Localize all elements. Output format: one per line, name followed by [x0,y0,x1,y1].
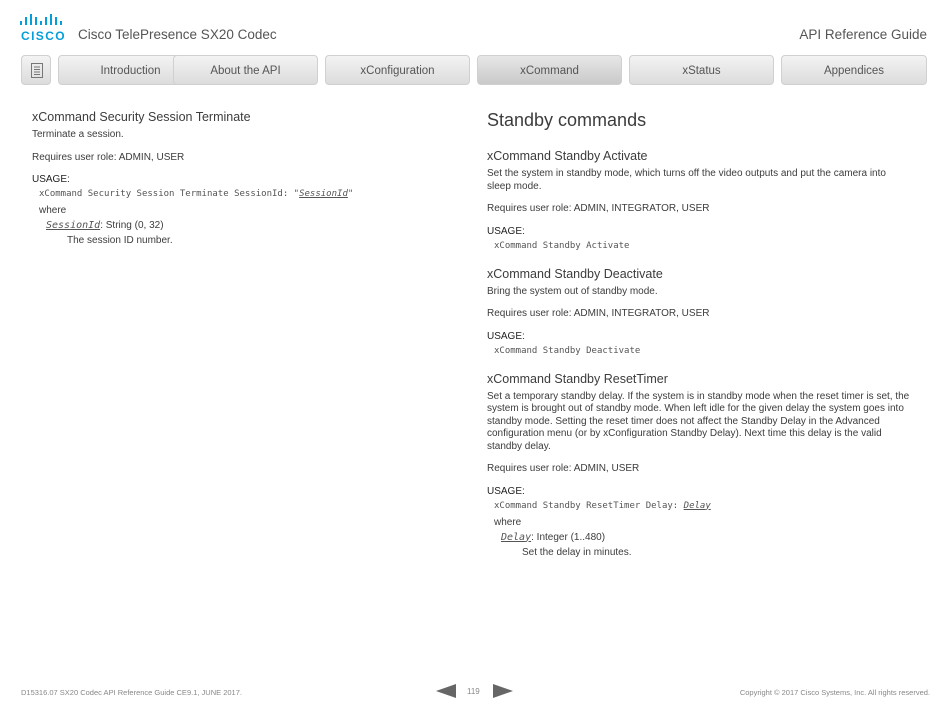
user-role: Requires user role: ADMIN, INTEGRATOR, USER [487,308,710,319]
param-name: SessionId [46,220,101,231]
tab-appendices[interactable]: Appendices [781,55,927,85]
cisco-bars-icon [20,14,66,28]
where-label: where [494,516,522,528]
code-text: xCommand Security Session Terminate SessionId: " [39,189,300,199]
usage-code: xCommand Standby Deactivate [494,345,641,356]
right-column [487,110,912,574]
pager [436,684,516,698]
command-title: xCommand Security Session Terminate [32,110,251,124]
command-title: xCommand Standby Deactivate [487,266,663,281]
menu-button[interactable] [21,55,51,85]
code-text: xCommand Standby ResetTimer Delay: [494,500,684,511]
tab-xcommand[interactable]: xCommand [477,55,622,85]
cisco-wordmark: CISCO [21,29,67,43]
product-title: Cisco TelePresence SX20 Codec [78,27,277,42]
command-title: xCommand Standby ResetTimer [487,371,668,386]
usage-label: USAGE: [32,174,70,185]
standby-resettimer-section [487,372,912,558]
param-definition [501,532,912,543]
user-role: Requires user role: ADMIN, INTEGRATOR, USER [487,203,710,214]
tab-xstatus[interactable]: xStatus [629,55,774,85]
usage-code [494,501,912,511]
param-type: : Integer (1..480) [531,531,606,543]
command-description: Set the system in standby mode, which turns off the video outputs and put the camera into sleep mode. [487,168,886,192]
command-description: Set a temporary standby delay. If the system is in standby mode when the reset timer is set, the system is brought out of standby mode. When left idle for the given delay the system goes into standby mode. Setting the reset timer does not affect the Standby Delay in the Advanced configuration menu (or by xConfiguration Standby Delay). Next time this delay is the valid standby delay. [487,390,910,452]
page-number: 119 [467,687,480,696]
usage-label: USAGE: [487,225,525,237]
guide-title: API Reference Guide [799,27,927,42]
prev-page-icon[interactable] [436,684,456,698]
usage-code [39,189,452,199]
section-heading: Standby commands [487,110,647,130]
document-menu-icon [31,63,43,78]
code-param: Delay [683,500,711,511]
param-name: Delay [501,531,532,543]
command-title: xCommand Standby Activate [487,149,648,163]
param-description: Set the delay in minutes. [522,546,632,558]
tab-about-the-api[interactable]: About the API [173,55,318,85]
command-description: Terminate a session. [32,129,124,140]
footer-copyright: Copyright © 2017 Cisco Systems, Inc. All rights reserved. [739,688,930,697]
usage-label: USAGE: [487,330,525,342]
footer-doc-info: D15316.07 SX20 Codec API Reference Guide CE9.1, JUNE 2017. [21,688,242,697]
user-role: Requires user role: ADMIN, USER [32,151,185,163]
left-column [32,110,452,250]
tab-introduction[interactable]: Introduction [58,55,203,85]
code-text-end: " [347,189,354,199]
usage-label: USAGE: [487,485,525,497]
next-page-icon[interactable] [493,684,513,698]
command-description: Bring the system out of standby mode. [487,285,658,297]
param-type: : String (0, 32) [100,220,164,231]
param-description: The session ID number. [67,235,173,246]
standby-deactivate-section [487,267,912,356]
standby-activate-section [487,149,912,251]
usage-code: xCommand Standby Activate [494,240,630,251]
where-label: where [39,205,67,216]
param-definition [46,220,452,231]
code-param: SessionId [299,189,348,199]
user-role: Requires user role: ADMIN, USER [487,463,640,474]
tab-xconfiguration[interactable]: xConfiguration [325,55,470,85]
